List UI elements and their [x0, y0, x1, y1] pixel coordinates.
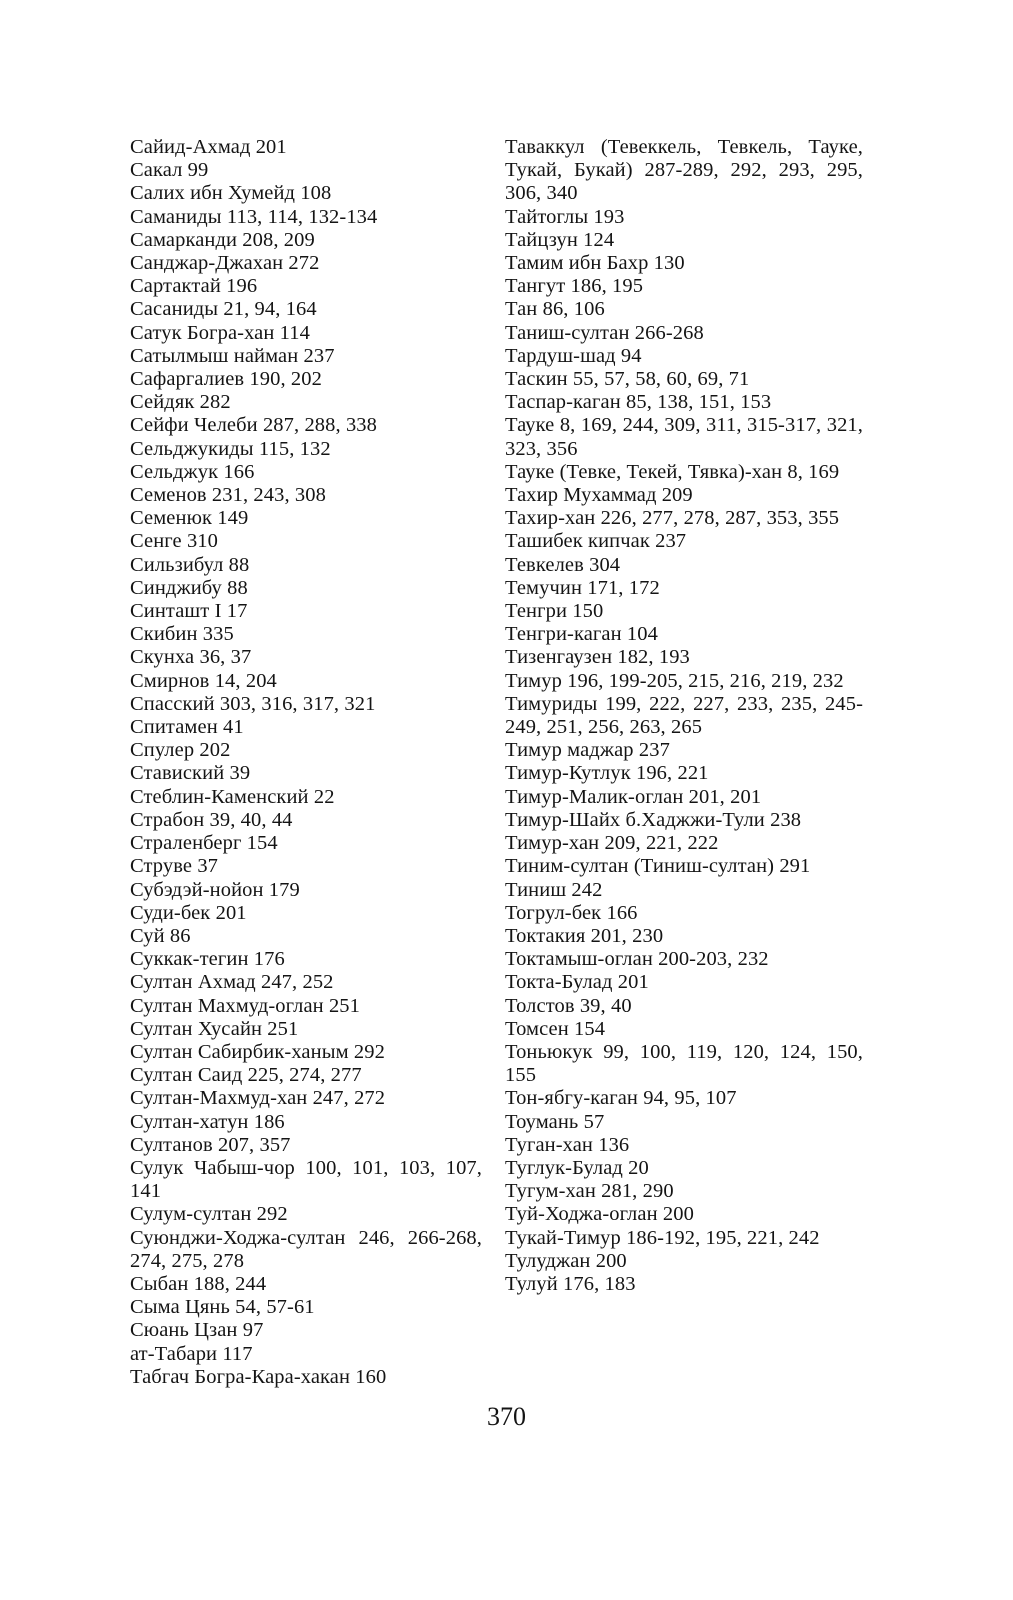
index-entry: Тимур-Кутлук 196, 221	[505, 762, 709, 785]
index-entry: Сейдяк 282	[130, 391, 231, 414]
index-entry: Тимур-Шайх б.Хаджжи-Тули 238	[505, 808, 802, 831]
index-entry: Толстов 39, 40	[505, 994, 632, 1017]
index-entry: Тимур-Малик-оглан 201, 201	[505, 785, 762, 808]
index-entry: Скибин 335	[130, 623, 234, 646]
index-entry: Тауке (Тевке, Текей, Тявка)-хан 8, 169	[505, 460, 840, 483]
index-entry: Субэдэй-нойон 179	[130, 878, 300, 901]
index-entry: Тевкелев 304	[505, 553, 621, 576]
index-entry: Струве 37	[130, 855, 219, 878]
index-entry: Сулук Чабыш-чор 100, 101, 103, 107, 141	[130, 1156, 482, 1203]
index-entry: Туган-хан 136	[505, 1133, 630, 1156]
page-number: 370	[487, 1402, 526, 1431]
index-entry: Султан-Махмуд-хан 247, 272	[130, 1087, 386, 1110]
index-entry: Султан Ахмад 247, 252	[130, 971, 334, 994]
index-entry: Сулум-султан 292	[130, 1203, 288, 1226]
index-entry: Ставиский 39	[130, 762, 251, 785]
index-entry: Томсен 154	[505, 1017, 606, 1040]
index-entry: Тизенгаузен 182, 193	[505, 646, 690, 669]
index-entry: Тахир Мухаммад 209	[505, 484, 693, 507]
index-entry: Семенюк 149	[130, 507, 249, 530]
index-entry: Таниш-султан 266-268	[505, 321, 704, 344]
index-entry: Страленберг 154	[130, 832, 278, 855]
index-entry: Сенге 310	[130, 530, 219, 553]
index-entry: Султан-хатун 186	[130, 1110, 285, 1133]
index-entry: Сыбан 188, 244	[130, 1272, 267, 1295]
index-entry: Тангут 186, 195	[505, 275, 644, 298]
index-entry: Сатук Богра-хан 114	[130, 321, 310, 344]
index-entry: Тенгри 150	[505, 600, 604, 623]
index-entry: Темучин 171, 172	[505, 576, 660, 599]
index-entry: Тимуриды 199, 222, 227, 233, 235, 245-249, 251, 256, 263, 265	[505, 692, 863, 739]
index-entry: Тайцзун 124	[505, 228, 615, 251]
index-entry: Тимур-хан 209, 221, 222	[505, 832, 719, 855]
index-entry: Саманиды 113, 114, 132-134	[130, 205, 378, 228]
index-entry: Тайтоглы 193	[505, 205, 625, 228]
index-entry: Сасаниды 21, 94, 164	[130, 298, 317, 321]
index-entry: Сатылмыш найман 237	[130, 344, 335, 367]
index-entry: Самарканди 208, 209	[130, 228, 315, 251]
index-entry: Султан Хусайн 251	[130, 1017, 299, 1040]
index-entry: Сакал 99	[130, 159, 209, 182]
index-entry: Тогрул-бек 166	[505, 901, 638, 924]
index-entry: Сельджукиды 115, 132	[130, 437, 331, 460]
index-entry: ат-Табари 117	[130, 1342, 253, 1365]
index-entry: Токта-Булад 201	[505, 971, 649, 994]
index-column-right	[505, 136, 863, 1296]
index-entry: Суди-бек 201	[130, 901, 247, 924]
index-entry: Султан Махмуд-оглан 251	[130, 994, 361, 1017]
index-entry: Смирнов 14, 204	[130, 669, 277, 692]
index-entry: Таспар-каган 85, 138, 151, 153	[505, 391, 772, 414]
index-entry: Страбон 39, 40, 44	[130, 808, 293, 831]
index-column-left	[130, 136, 482, 1389]
index-entry: Сюань Цзан 97	[130, 1319, 264, 1342]
index-entry: Тамим ибн Бахр 130	[505, 252, 685, 275]
index-entry: Табгач Богра-Кара-хакан 160	[130, 1365, 387, 1388]
index-entry: Султан Саид 225, 274, 277	[130, 1064, 362, 1087]
index-entry: Сайид-Ахмад 201	[130, 136, 287, 158]
index-entry: Тиним-султан (Тиниш-султан) 291	[505, 855, 811, 878]
index-entry: Синташт I 17	[130, 600, 248, 623]
index-entry: Тиниш 242	[505, 878, 603, 901]
index-entry: Синджибу 88	[130, 576, 248, 599]
index-entry: Тардуш-шад 94	[505, 344, 642, 367]
index-entry: Тулуй 176, 183	[505, 1272, 636, 1295]
index-entry: Тоумань 57	[505, 1110, 605, 1133]
index-entry: Тенгри-каган 104	[505, 623, 658, 646]
index-entry: Тулуджан 200	[505, 1249, 627, 1272]
index-entry: Тахир-хан 226, 277, 278, 287, 353, 355	[505, 507, 840, 530]
index-entry: Сельджук 166	[130, 460, 255, 483]
index-entry: Салих ибн Хумейд 108	[130, 182, 332, 205]
index-entry: Тоньюкук 99, 100, 119, 120, 124, 150, 155	[505, 1040, 863, 1087]
index-entry: Таскин 55, 57, 58, 60, 69, 71	[505, 368, 750, 391]
index-entry: Санджар-Джахан 272	[130, 252, 320, 275]
index-entry: Спулер 202	[130, 739, 231, 762]
index-entry: Ташибек кипчак 237	[505, 530, 687, 553]
index-entry: Стеблин-Каменский 22	[130, 785, 335, 808]
index-entry: Тукай-Тимур 186-192, 195, 221, 242	[505, 1226, 820, 1249]
index-entry: Таваккул (Тевеккель, Тевкель, Тауке, Тукай, Букай) 287-289, 292, 293, 295, 306, 340	[505, 136, 863, 205]
index-entry: Суккак-тегин 176	[130, 948, 285, 971]
index-entry: Султанов 207, 357	[130, 1133, 291, 1156]
index-entry: Спасский 303, 316, 317, 321	[130, 692, 376, 715]
index-entry: Спитамен 41	[130, 716, 244, 739]
index-entry: Тан 86, 106	[505, 298, 605, 321]
index-entry: Тауке 8, 169, 244, 309, 311, 315-317, 321, 323, 356	[505, 414, 863, 460]
index-entry: Сильзибул 88	[130, 553, 250, 576]
index-entry: Туй-Ходжа-оглан 200	[505, 1203, 694, 1226]
index-entry: Тимур маджар 237	[505, 739, 670, 762]
index-entry: Токтакия 201, 230	[505, 924, 664, 947]
index-entry: Тон-ябгу-каган 94, 95, 107	[505, 1087, 737, 1110]
index-entry: Тимур 196, 199-205, 215, 216, 219, 232	[505, 669, 844, 692]
index-entry: Тугум-хан 281, 290	[505, 1180, 674, 1203]
index-entry: Сыма Цянь 54, 57-61	[130, 1296, 315, 1319]
index-entry: Туглук-Булад 20	[505, 1156, 649, 1179]
index-entry: Суюнджи-Ходжа-султан 246, 266-268, 274, 275, 278	[130, 1226, 482, 1272]
index-entry: Токтамыш-оглан 200-203, 232	[505, 948, 769, 971]
index-entry: Сартактай 196	[130, 275, 258, 298]
index-entry: Султан Сабирбик-ханым 292	[130, 1040, 385, 1063]
index-entry: Суй 86	[130, 924, 191, 947]
index-entry: Скунха 36, 37	[130, 646, 252, 669]
index-entry: Семенов 231, 243, 308	[130, 484, 326, 507]
index-entry: Сейфи Челеби 287, 288, 338	[130, 414, 377, 437]
index-entry: Сафаргалиев 190, 202	[130, 368, 322, 391]
